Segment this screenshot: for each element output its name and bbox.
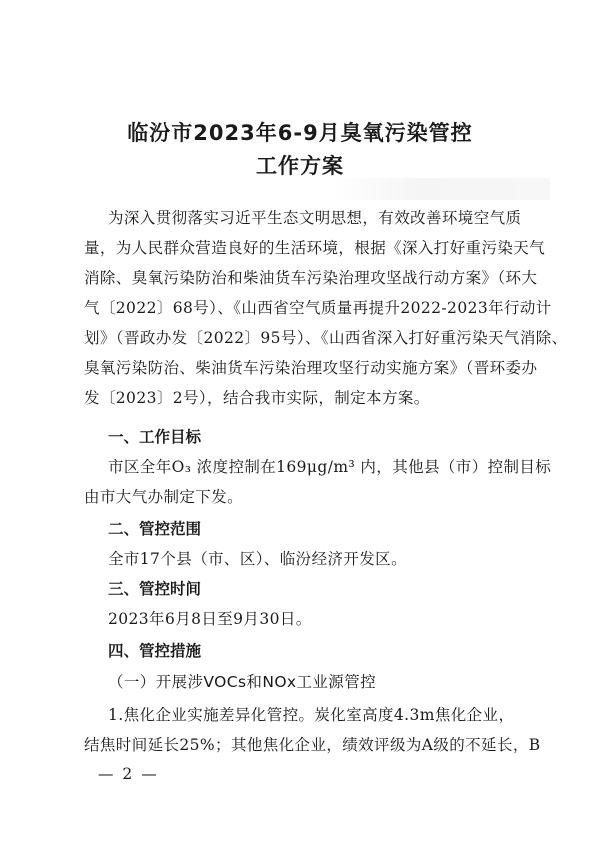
intro-line: 为深入贯彻落实习近平生态文明思想，有效改善环境空气质 <box>108 209 522 227</box>
measures-line: 1.焦化企业实施差异化管控。炭化室高度4.3m焦化企业， <box>108 706 515 724</box>
scan-shadow <box>330 178 550 200</box>
page-number: — 2 — <box>98 765 159 783</box>
scope-text: 全市17个县（市、区）、临汾经济开发区。 <box>108 550 407 568</box>
intro-line: 气〔2022〕68号）、《山西省空气质量再提升2022-2023年行动计 <box>84 299 552 317</box>
measures-line: 结焦时间延长25%；其他焦化企业，绩效评级为A级的不延长，B <box>84 736 541 754</box>
intro-line: 臭氧污染防治、柴油货车污染治理攻坚行动实施方案》（晋环委办 <box>84 359 538 377</box>
intro-line: 消除、臭氧污染防治和柴油货车污染治理攻坚战行动方案》（环大 <box>84 269 538 287</box>
intro-line: 量，为人民群众营造良好的生活环境，根据《深入打好重污染天气 <box>84 239 546 257</box>
intro-line: 发〔2023〕2号），结合我市实际，制定本方案。 <box>84 389 430 407</box>
goals-line: 由市大气办制定下发。 <box>84 488 244 506</box>
measures-subheading: （一）开展涉VOCs和NOx工业源管控 <box>108 673 376 691</box>
section-heading-measures: 四、管控措施 <box>108 642 202 660</box>
section-heading-scope: 二、管控范围 <box>108 520 202 538</box>
goals-line: 市区全年O₃ 浓度控制在169μg/m³ 内，其他县（市）控制目标 <box>108 458 552 476</box>
document-title-line-2: 工作方案 <box>256 154 344 178</box>
document-title-line-1: 临汾市2023年6-9月臭氧污染管控 <box>127 121 473 145</box>
measures-paragraph <box>84 700 541 760</box>
section-heading-goals: 一、工作目标 <box>108 428 202 446</box>
intro-paragraph <box>84 203 568 413</box>
intro-line: 划》（晋政办发〔2022〕95号）、《山西省深入打好重污染天气消除、 <box>84 329 568 347</box>
time-text: 2023年6月8日至9月30日。 <box>108 610 312 628</box>
section-heading-time: 三、管控时间 <box>108 580 202 598</box>
goals-paragraph <box>84 452 552 512</box>
